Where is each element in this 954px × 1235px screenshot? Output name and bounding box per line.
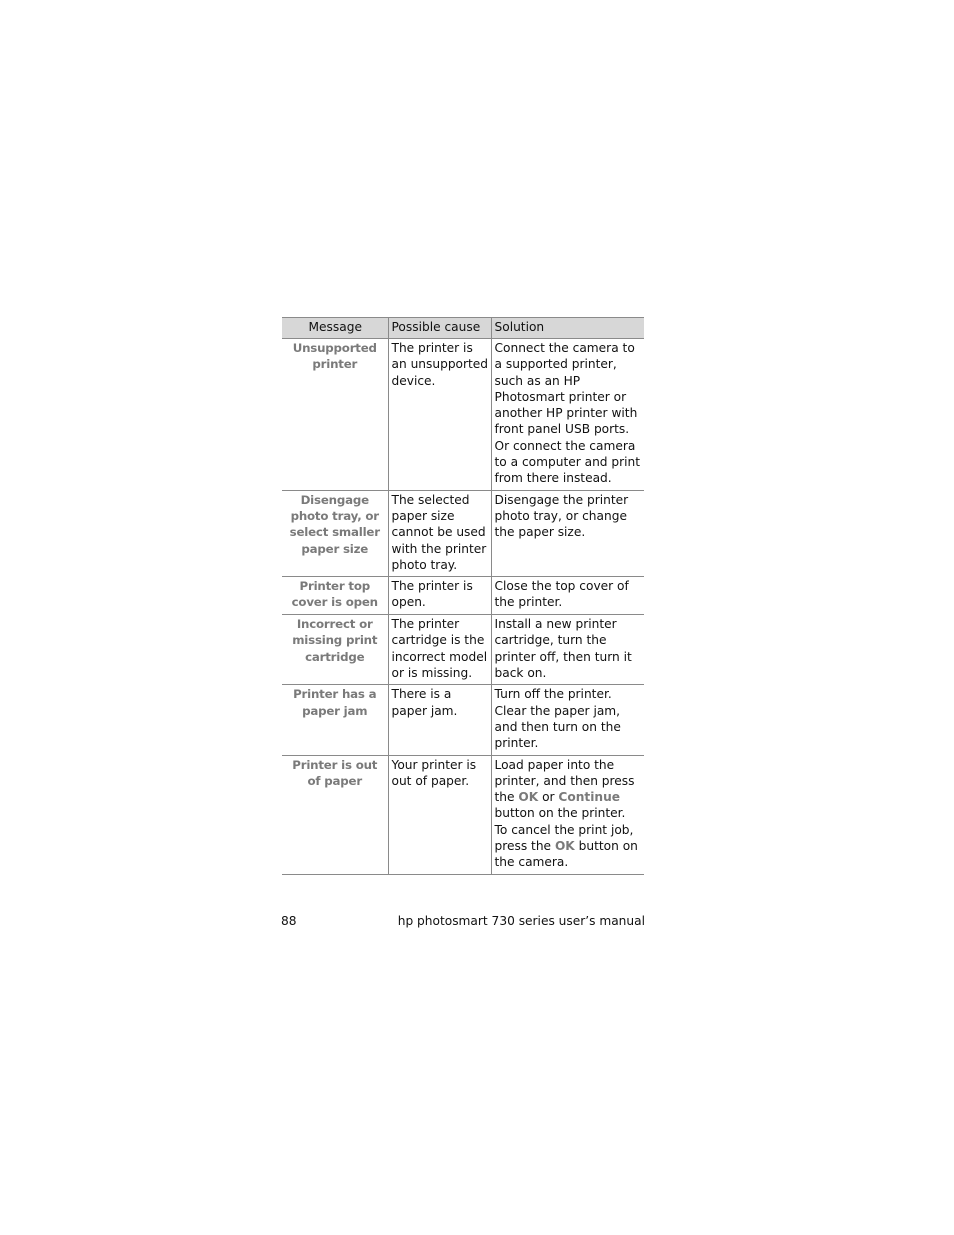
table-row [282,685,644,755]
message-cell: Printer has a paper jam [282,685,388,755]
table-header-row [282,318,644,339]
message-cell: Disengage photo tray, or select smaller paper size [282,490,388,576]
table-row [282,615,644,685]
cause-cell: The printer cartridge is the incorrect model or is missing. [388,615,491,685]
ok-button-label: OK [518,790,539,805]
cause-cell: There is a paper jam. [388,685,491,755]
message-cell: Unsupported printer [282,339,388,491]
solution-text: button on the printer. To cancel the print job, press the [494,806,634,854]
cause-cell: Your printer is out of paper. [388,755,491,874]
solution-text: button on the camera. [494,839,638,870]
table-row [282,490,644,576]
solution-text: Load paper into the printer, and then press the [494,757,635,805]
solution-cell: Disengage the printer photo tray, or change the paper size. [491,490,644,576]
header-solution: Solution [491,318,644,339]
message-cell: Printer is out of paper [282,755,388,874]
manual-title: hp photosmart 730 series user’s manual [397,914,645,928]
cause-cell: The printer is an unsupported device. [388,339,491,491]
page-footer [281,914,645,932]
solution-text: or [538,790,559,805]
message-cell: Incorrect or missing print cartridge [282,615,388,685]
header-message: Message [282,318,388,339]
solution-cell: Install a new printer cartridge, turn the printer off, then turn it back on. [491,615,644,685]
header-possible-cause: Possible cause [388,318,491,339]
solution-cell: Turn off the printer. Clear the paper jam, and then turn on the printer. [491,685,644,755]
cause-cell: The printer is open. [388,577,491,615]
solution-cell: Close the top cover of the printer. [491,577,644,615]
continue-button-label: Continue [558,790,621,805]
cause-cell: The selected paper size cannot be used with the printer photo tray. [388,490,491,576]
page-number: 88 [281,914,297,928]
table-row [282,577,644,615]
message-cell: Printer top cover is open [282,577,388,615]
table-row [282,755,644,874]
ok-button-label: OK [554,839,575,854]
error-messages-table [282,317,644,875]
solution-cell [491,755,644,874]
solution-cell: Connect the camera to a supported printer, such as an HP Photosmart printer or another HP printer with front panel USB ports. Or connect the camera to a computer and print from there instead. [491,339,644,491]
table-row [282,339,644,491]
